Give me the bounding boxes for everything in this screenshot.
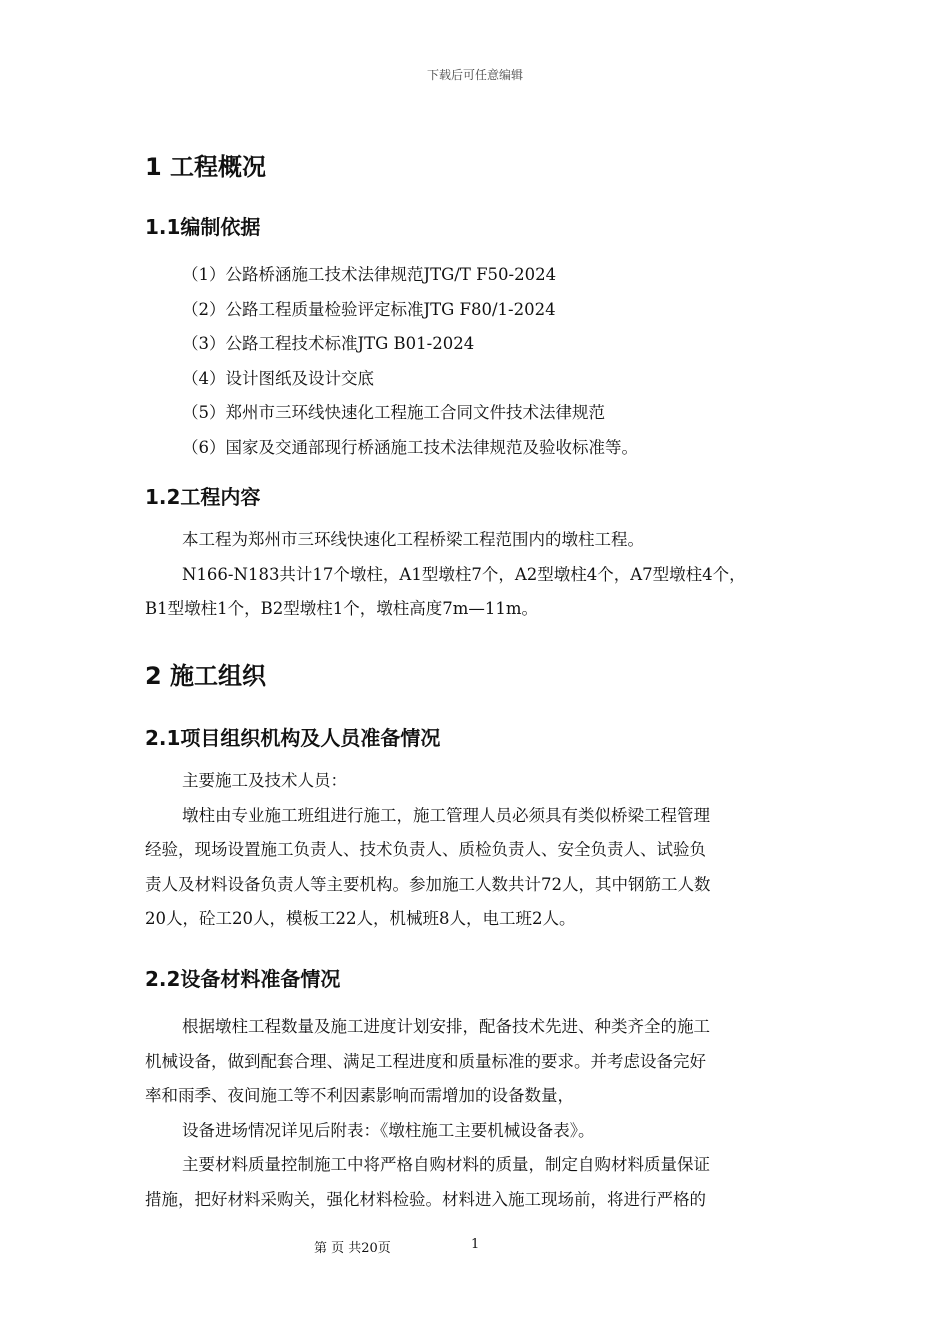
footer-page-count: 第 页 共20页 [314, 1241, 391, 1256]
paragraph-line: 主要施工及技术人员： [182, 771, 347, 790]
paragraph-line: 墩柱由专业施工班组进行施工，施工管理人员必须具有类似桥梁工程管理 [182, 805, 710, 825]
reference-item: （3）公路工程技术标准JTG B01-2024 [182, 334, 475, 353]
section-1-1-title: 1.1编制依据 [145, 215, 261, 239]
paragraph-line: 责人及材料设备负责人等主要机构。参加施工人数共计72人，其中钢筋工人数 [145, 874, 711, 894]
paragraph-line: 根据墩柱工程数量及施工进度计划安排，配备技术先进、种类齐全的施工 [182, 1017, 710, 1036]
section-2-1-title: 2.1项目组织机构及人员准备情况 [145, 726, 441, 750]
reference-item: （6）国家及交通部现行桥涵施工技术法律规范及验收标准等。 [182, 438, 638, 457]
paragraph-line: 本工程为郑州市三环线快速化工程桥梁工程范围内的墩柱工程。 [182, 530, 644, 549]
section-2-2-title: 2.2设备材料准备情况 [145, 967, 341, 991]
reference-item: （1）公路桥涵施工技术法律规范JTG/T F50-2024 [182, 265, 557, 284]
paragraph-line: 设备进场情况详见后附表：《墩柱施工主要机械设备表》。 [182, 1120, 595, 1140]
paragraph-line: 机械设备，做到配套合理、满足工程进度和质量标准的要求。并考虑设备完好 [145, 1051, 706, 1071]
content-paragraph [145, 523, 815, 627]
paragraph-line: N166-N183共计17个墩柱，A1型墩柱7个，A2型墩柱4个，A7型墩柱4个， [182, 564, 746, 584]
page-header-note: 下载后可任意编辑 [426, 68, 523, 82]
reference-item: （5）郑州市三环线快速化工程施工合同文件技术法律规范 [182, 403, 605, 422]
paragraph-line: 经验，现场设置施工负责人、技术负责人、质检负责人、安全负责人、试验负 [145, 840, 706, 859]
section-1-title: 1 工程概况 [145, 153, 267, 181]
paragraph-line: 20人，砼工20人，模板工22人，机械班8人，电工班2人。 [145, 909, 576, 928]
equipment-paragraph [145, 1010, 815, 1217]
section-1-2-title: 1.2工程内容 [145, 485, 261, 509]
paragraph-line: 措施，把好材料采购关，强化材料检验。材料进入施工现场前，将进行严格的 [145, 1189, 706, 1209]
reference-item: （4）设计图纸及设计交底 [182, 369, 374, 388]
reference-item: （2）公路工程质量检验评定标准JTG F80/1-2024 [182, 300, 556, 319]
paragraph-line: B1型墩柱1个，B2型墩柱1个，墩柱高度7m—11m。 [145, 599, 539, 618]
paragraph-line: 主要材料质量控制施工中将严格自购材料的质量，制定自购材料质量保证 [182, 1155, 710, 1174]
section-2-title: 2 施工组织 [145, 662, 267, 690]
footer-page-number: 1 [471, 1237, 480, 1252]
organization-paragraph [145, 764, 815, 937]
paragraph-line: 率和雨季、夜间施工等不利因素影响而需增加的设备数量， [145, 1086, 574, 1105]
